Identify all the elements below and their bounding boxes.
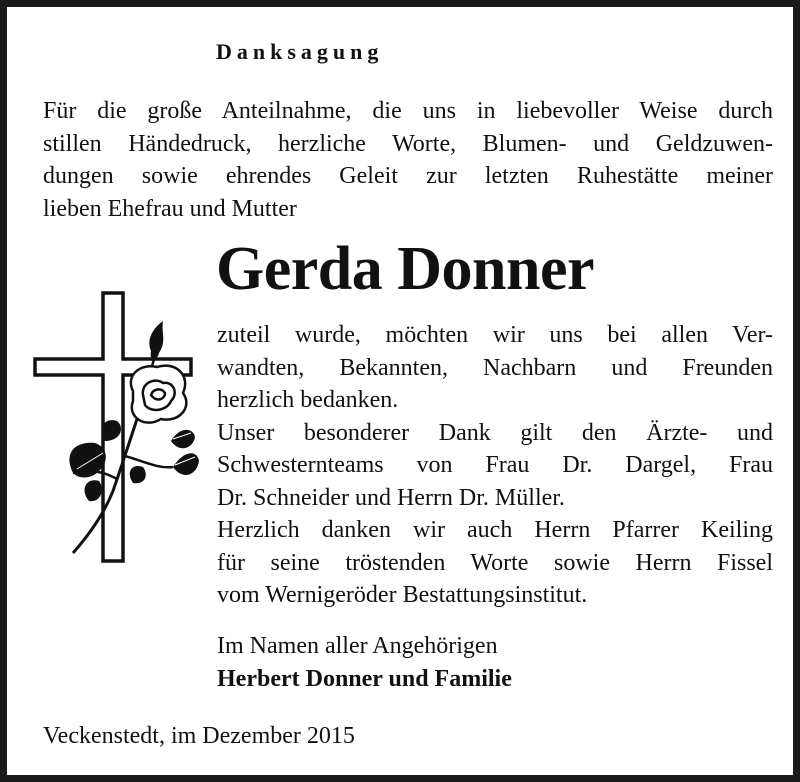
body-line: für seine tröstenden Worte sowie Herrn Fissel — [217, 549, 773, 576]
body-line: zuteil wurde, möchten wir uns bei allen Ver- — [217, 322, 773, 348]
deceased-name: Gerda Donner — [216, 235, 595, 303]
intro-line: dungen sowie ehrendes Geleit zur letzten Ruhestätte meiner — [43, 163, 773, 189]
body-text — [217, 319, 773, 612]
body-line: vom Wernigeröder Bestattungsinstitut. — [217, 582, 588, 608]
intro-line: stillen Händedruck, herzliche Worte, Blumen- und Geldzuwen- — [43, 130, 773, 157]
place-date: Veckenstedt, im Dezember 2015 — [43, 723, 355, 749]
intro-line: lieben Ehefrau und Mutter — [43, 195, 297, 222]
intro-line: Für die große Anteilnahme, die uns in liebevoller Weise durch — [43, 98, 773, 124]
signature: Herbert Donner und Familie — [217, 665, 512, 692]
notice-heading: Danksagung — [216, 39, 384, 64]
intro-text — [43, 95, 773, 225]
body-line: herzlich bedanken. — [217, 387, 399, 413]
closing-block — [217, 630, 512, 695]
body-line: wandten, Bekannten, Nachbarn und Freunden — [217, 354, 773, 381]
body-line: Unser besonderer Dank gilt den Ärzte- und — [217, 419, 773, 446]
body-line: Dr. Schneider und Herrn Dr. Müller. — [217, 484, 565, 511]
body-line: Herzlich danken wir auch Herrn Pfarrer Keiling — [217, 517, 773, 543]
closing-line: Im Namen aller Angehörigen — [217, 633, 498, 659]
body-line: Schwesternteams von Frau Dr. Dargel, Frau — [217, 452, 773, 478]
cross-with-rose-icon — [33, 291, 199, 566]
